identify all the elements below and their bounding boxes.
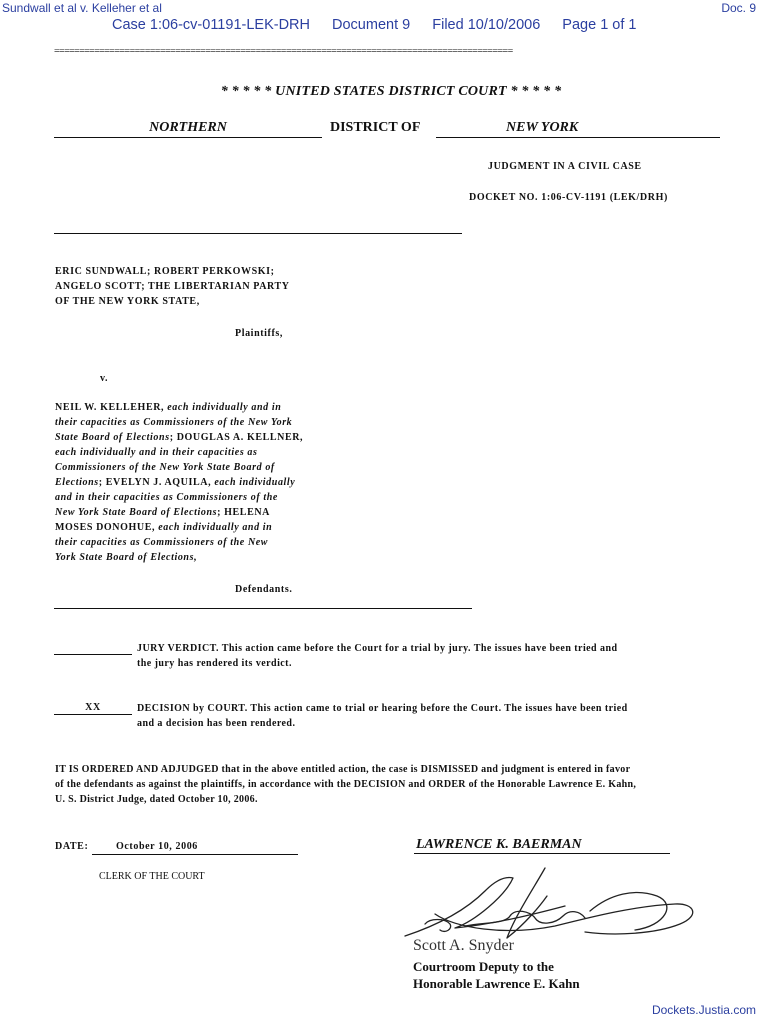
filing-line	[112, 17, 636, 33]
decision-by-court-text	[137, 701, 737, 731]
jury-verdict-line: the jury has rendered its verdict.	[137, 658, 292, 669]
court-title: * * * * * UNITED STATES DISTRICT COURT * * * * *	[220, 84, 562, 99]
deputy-title	[413, 958, 580, 992]
document-number: Document 9	[332, 17, 411, 33]
versus: v.	[100, 373, 109, 384]
clerk-name: LAWRENCE K. BAERMAN	[414, 837, 670, 854]
caption-rule-bottom	[54, 608, 472, 609]
deputy-title-line: Honorable Lawrence E. Kahn	[413, 976, 580, 991]
order-paragraph	[55, 762, 745, 807]
page-indicator: Page 1 of 1	[562, 17, 637, 33]
plaintiffs-line: ERIC SUNDWALL; ROBERT PERKOWSKI;	[55, 266, 275, 277]
defendant-line: and in their capacities as Commissioners of the	[55, 492, 278, 503]
defendant-capacity: New York State Board of Elections	[55, 507, 218, 518]
judgment-type: JUDGMENT IN A CIVIL CASE	[488, 161, 642, 172]
decision-line: and a decision has been rendered.	[137, 718, 296, 729]
defendants-block	[55, 400, 355, 565]
date-label: DATE:	[55, 841, 89, 852]
docket-number: DOCKET NO. 1:06-CV-1191 (LEK/DRH)	[469, 192, 668, 203]
defendant-line: Commissioners of the New York State Board of	[55, 462, 275, 473]
defendant-line: each individually and in their capacities as	[55, 447, 258, 458]
justia-source-link[interactable]: Dockets.Justia.com	[651, 1003, 756, 1017]
district-name: NORTHERN	[54, 120, 322, 138]
order-line: of the defendants as against the plaintiffs, in accordance with the DECISION and ORDER of the Honorable Lawrence E. Kahn,	[55, 779, 637, 790]
jury-verdict-text	[137, 641, 737, 671]
case-number: Case 1:06-cv-01191-LEK-DRH	[112, 17, 310, 33]
filed-date: Filed 10/10/2006	[432, 17, 541, 33]
jury-verdict-line: JURY VERDICT. This action came before the Court for a trial by jury. The issues have been tried and	[137, 643, 618, 654]
defendant-capacity: each individually and in	[167, 402, 282, 413]
defendant-line	[55, 505, 355, 520]
defendant-name: ; HELENA	[217, 507, 270, 518]
defendant-name: MOSES DONOHUE,	[55, 522, 156, 533]
defendant-line	[55, 475, 355, 490]
defendant-line	[55, 520, 355, 535]
defendant-line: their capacities as Commissioners of the New	[55, 537, 269, 548]
defendant-name: ; DOUGLAS A. KELLNER,	[169, 432, 304, 443]
date-value: October 10, 2006	[92, 839, 298, 855]
defendant-name: NEIL W. KELLEHER,	[55, 402, 165, 413]
caption-rule-top	[54, 233, 462, 234]
equals-divider: ===========================================================================================	[54, 47, 513, 57]
order-line: U. S. District Judge, dated October 10, 2006.	[55, 794, 258, 805]
district-state: NEW YORK	[436, 120, 720, 138]
defendant-line: their capacities as Commissioners of the New York	[55, 417, 293, 428]
decision-line: DECISION by COURT. This action came to trial or hearing before the Court. The issues have been tried	[137, 703, 628, 714]
deputy-signature-name: Scott A. Snyder	[413, 937, 514, 954]
defendants-label: Defendants.	[235, 584, 293, 595]
defendant-capacity: Elections	[55, 477, 99, 488]
defendant-line: York State Board of Elections,	[55, 552, 198, 563]
defendant-name: ; EVELYN J. AQUILA,	[98, 477, 212, 488]
plaintiffs-line: ANGELO SCOTT; THE LIBERTARIAN PARTY	[55, 281, 290, 292]
defendant-line	[55, 430, 355, 445]
doc-number-link[interactable]: Doc. 9	[721, 1, 756, 15]
plaintiffs-block	[55, 264, 290, 309]
plaintiffs-label: Plaintiffs,	[235, 328, 283, 339]
case-title-link[interactable]: Sundwall et al v. Kelleher et al	[2, 1, 162, 15]
clerk-title: CLERK OF THE COURT	[99, 871, 205, 882]
defendant-capacity: State Board of Elections	[55, 432, 170, 443]
defendant-capacity: each individually and in	[158, 522, 273, 533]
defendant-line	[55, 400, 355, 415]
decision-by-court-checkbox[interactable]: XX	[54, 701, 132, 715]
order-line: IT IS ORDERED AND ADJUDGED that in the above entitled action, the case is DISMISSED and judgment is entered in favor	[55, 764, 631, 775]
district-of-label: DISTRICT OF	[330, 120, 421, 135]
deputy-title-line: Courtroom Deputy to the	[413, 959, 554, 974]
defendant-capacity: each individually	[214, 477, 296, 488]
jury-verdict-checkbox[interactable]	[54, 641, 132, 655]
plaintiffs-line: OF THE NEW YORK STATE,	[55, 296, 200, 307]
